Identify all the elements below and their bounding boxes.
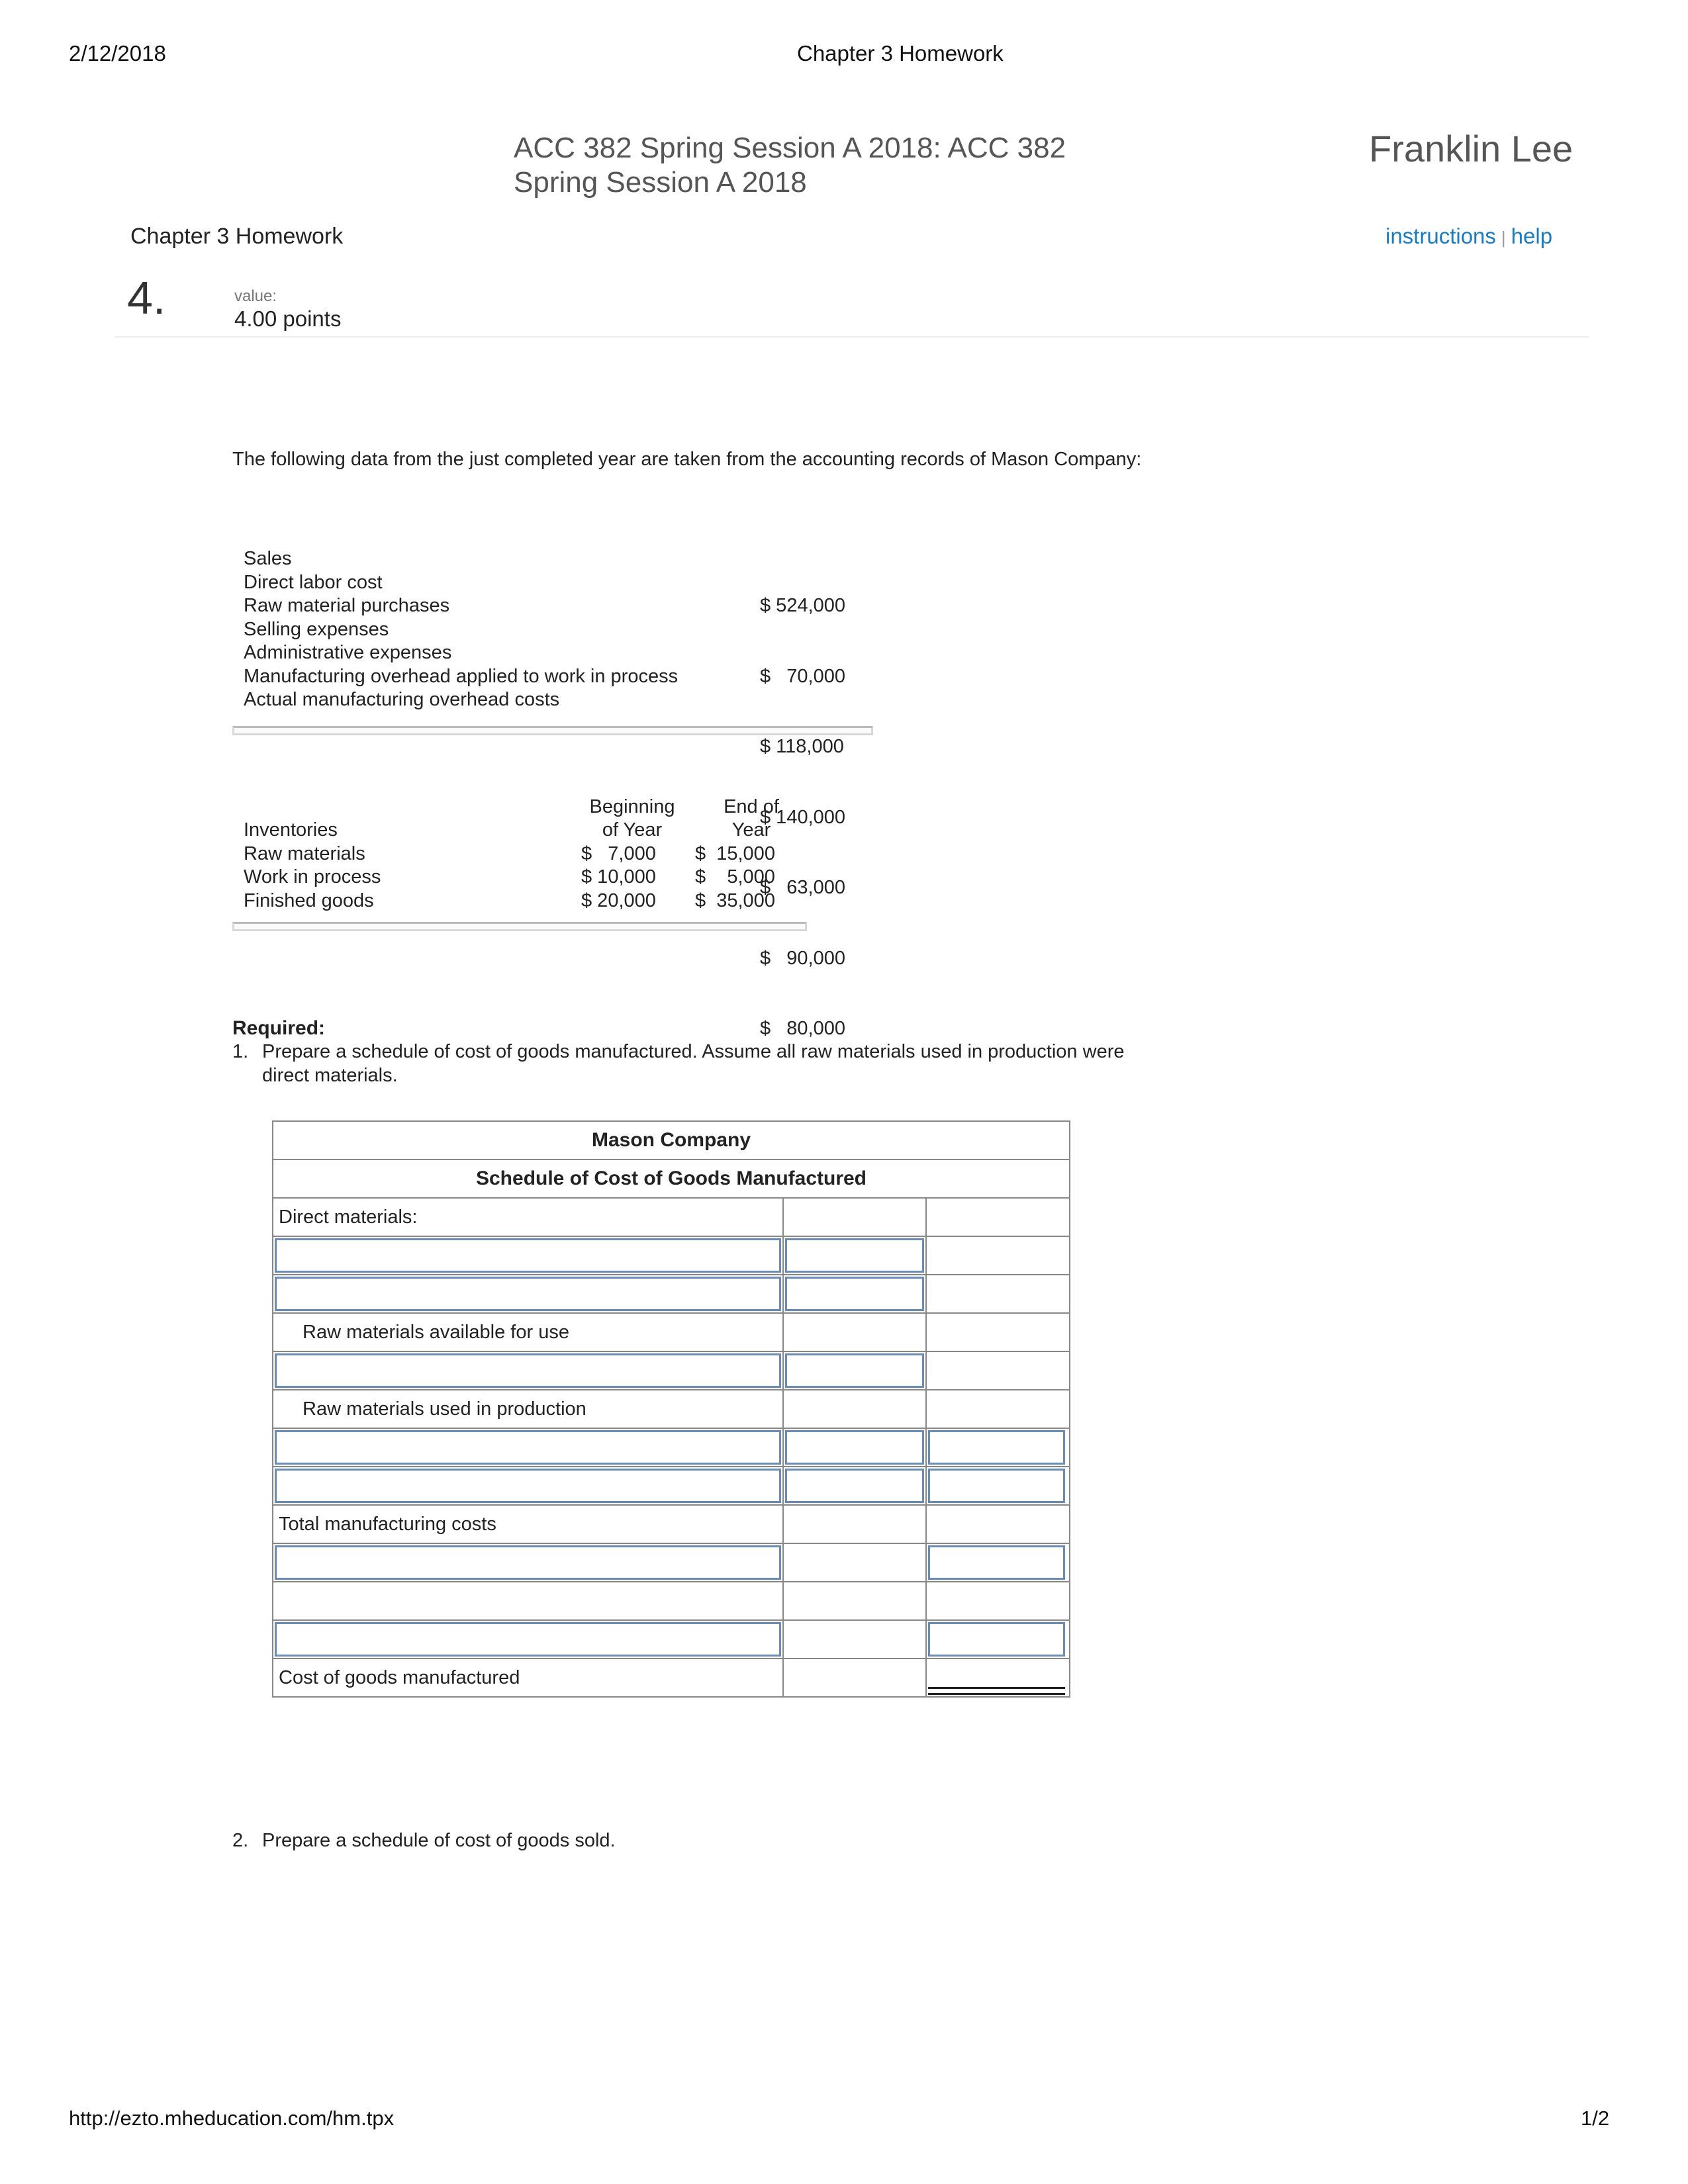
schedule-cell: [273, 1275, 784, 1312]
schedule-cell: [927, 1237, 1066, 1274]
print-date: 2/12/2018: [69, 41, 166, 66]
account-label: Manufacturing overhead applied to work in process: [244, 665, 679, 687]
schedule-cell: [784, 1352, 927, 1389]
schedule-amount-input[interactable]: [785, 1238, 924, 1273]
inv-col-begin-line1: Beginning: [589, 796, 675, 817]
inv-row-label: Work in process: [244, 866, 381, 887]
user-name: Franklin Lee: [1369, 128, 1573, 169]
schedule-amount-input[interactable]: [785, 1430, 924, 1465]
footer-page: 1/2: [1581, 2107, 1610, 2130]
assignment-title: Chapter 3 Homework: [130, 224, 344, 249]
schedule-cell: [927, 1467, 1066, 1504]
inv-row-end: $ 5,000: [695, 866, 775, 887]
schedule-row: [273, 1352, 1069, 1390]
schedule-label-input[interactable]: [275, 1545, 781, 1580]
schedule-label-total-mfg: Total manufacturing costs: [273, 1506, 784, 1543]
required-item2-number: 2.: [232, 1830, 249, 1851]
schedule-total-input[interactable]: [928, 1469, 1065, 1503]
schedule-label-available: Raw materials available for use: [273, 1314, 784, 1351]
schedule-label-input[interactable]: [275, 1622, 781, 1657]
schedule-cell: [927, 1352, 1066, 1389]
course-title-line2: Spring Session A 2018: [514, 166, 807, 199]
schedule-cell: [784, 1429, 927, 1466]
schedule-cell: [273, 1544, 784, 1581]
schedule-row: [273, 1314, 1069, 1352]
schedule-row: [273, 1199, 1069, 1237]
schedule-cell: [784, 1199, 927, 1236]
question-points: 4.00 points: [234, 306, 342, 331]
schedule-cell: [927, 1275, 1066, 1312]
inv-row-end: $ 35,000: [695, 890, 775, 911]
course-title-line1: ACC 382 Spring Session A 2018: ACC 382: [514, 132, 1066, 164]
account-amount: $ 70,000: [760, 665, 845, 687]
help-links: [1385, 224, 1552, 249]
schedule-cell: [784, 1544, 927, 1581]
schedule-cell: [784, 1390, 927, 1428]
schedule-company: Mason Company: [273, 1122, 1069, 1160]
schedule-cell: [927, 1429, 1066, 1466]
schedule-label-used: Raw materials used in production: [273, 1390, 784, 1428]
schedule-cell: [784, 1659, 927, 1696]
inv-row-begin: $ 10,000: [581, 866, 656, 887]
schedule-cell: [784, 1237, 927, 1274]
schedule-row: [273, 1659, 1069, 1696]
schedule-row: [273, 1237, 1069, 1275]
required-item2-text: Prepare a schedule of cost of goods sold.: [262, 1830, 616, 1851]
schedule-cell: [273, 1429, 784, 1466]
schedule-amount-input[interactable]: [785, 1469, 924, 1503]
schedule-row: [273, 1582, 1069, 1621]
schedule-amount-input[interactable]: [785, 1353, 924, 1388]
print-title: Chapter 3 Homework: [797, 41, 1004, 66]
schedule-cell: [927, 1582, 1066, 1619]
account-label: Administrative expenses: [244, 642, 452, 663]
schedule-cell: [273, 1621, 784, 1658]
inv-col-begin-line2: of Year: [602, 819, 663, 841]
schedule-cell: [273, 1237, 784, 1274]
account-amount: $ 524,000: [760, 595, 846, 616]
link-separator: |: [1501, 228, 1506, 248]
inv-col-end-line1: End of: [724, 796, 779, 817]
account-label: Direct labor cost: [244, 571, 383, 593]
schedule-cell: [784, 1621, 927, 1658]
schedule-cell: [273, 1467, 784, 1504]
schedule-label-input[interactable]: [275, 1238, 781, 1273]
schedule-row: [273, 1544, 1069, 1582]
double-underline: [928, 1687, 1065, 1695]
schedule-cell: [784, 1582, 927, 1619]
schedule-label-cogm: Cost of goods manufactured: [273, 1659, 784, 1696]
schedule-label-input[interactable]: [275, 1353, 781, 1388]
schedule-row: [273, 1506, 1069, 1544]
required-item1-line1: Prepare a schedule of cost of goods manufactured. Assume all raw materials used in production were: [262, 1041, 1125, 1062]
accounts-table-bar: [232, 726, 873, 735]
schedule-label-input[interactable]: [275, 1430, 781, 1465]
schedule-cell: [273, 1582, 784, 1619]
schedule-total-input[interactable]: [928, 1545, 1065, 1580]
account-label: Raw material purchases: [244, 595, 450, 616]
instructions-link[interactable]: instructions: [1385, 224, 1496, 248]
schedule-cell: [927, 1506, 1066, 1543]
intro-text: The following data from the just completed year are taken from the accounting records of Mason Company:: [232, 449, 1142, 470]
schedule-table: [272, 1120, 1070, 1698]
inv-col-end-line2: Year: [731, 819, 771, 841]
schedule-amount-input[interactable]: [785, 1277, 924, 1311]
schedule-row: [273, 1621, 1069, 1659]
required-heading: Required:: [232, 1017, 326, 1039]
course-title: [514, 131, 1066, 200]
schedule-cell: [273, 1352, 784, 1389]
account-amount: $ 63,000: [760, 877, 845, 898]
accounts-labels: [244, 547, 747, 712]
account-amount: $ 140,000: [760, 806, 846, 828]
value-label: value:: [234, 287, 277, 305]
inventories-table-bar: [232, 922, 807, 931]
footer-url: http://ezto.mheducation.com/hm.tpx: [69, 2107, 395, 2130]
schedule-cell: [784, 1506, 927, 1543]
schedule-cell: [927, 1199, 1066, 1236]
required-item1-line2: direct materials.: [262, 1065, 398, 1086]
schedule-row: [273, 1429, 1069, 1467]
schedule-cell: [784, 1314, 927, 1351]
account-amount: $ 90,000: [760, 947, 845, 969]
account-label: Actual manufacturing overhead costs: [244, 689, 560, 710]
inv-row-end: $ 15,000: [695, 843, 775, 864]
account-label: Selling expenses: [244, 618, 389, 640]
schedule-total-input[interactable]: [928, 1622, 1065, 1657]
schedule-label-input[interactable]: [275, 1277, 781, 1311]
inv-row-label: Finished goods: [244, 890, 374, 911]
help-link[interactable]: help: [1511, 224, 1553, 248]
schedule-cell: [927, 1314, 1066, 1351]
schedule-row: [273, 1467, 1069, 1506]
inv-row-label: Raw materials: [244, 843, 365, 864]
schedule-cell: [927, 1659, 1066, 1696]
inventories-table: [244, 796, 813, 921]
schedule-cell: [927, 1390, 1066, 1428]
schedule-title: Schedule of Cost of Goods Manufactured: [273, 1160, 1069, 1199]
schedule-label-direct-materials: Direct materials:: [273, 1199, 784, 1236]
schedule-cell: [784, 1275, 927, 1312]
schedule-cell: [784, 1467, 927, 1504]
account-label: Sales: [244, 548, 292, 569]
schedule-cell: [927, 1621, 1066, 1658]
header-divider: [115, 336, 1589, 338]
account-amount: $ 80,000: [760, 1018, 845, 1039]
required-item1-number: 1.: [232, 1041, 249, 1062]
schedule-cell: [927, 1544, 1066, 1581]
question-number: 4.: [127, 272, 166, 324]
inv-row-begin: $ 7,000: [581, 843, 656, 864]
schedule-row: [273, 1275, 1069, 1314]
schedule-row: [273, 1390, 1069, 1429]
schedule-label-input[interactable]: [275, 1469, 781, 1503]
inv-row-begin: $ 20,000: [581, 890, 656, 911]
schedule-total-input[interactable]: [928, 1430, 1065, 1465]
inv-header-label: Inventories: [244, 819, 338, 841]
account-amount: $ 118,000: [760, 736, 844, 757]
